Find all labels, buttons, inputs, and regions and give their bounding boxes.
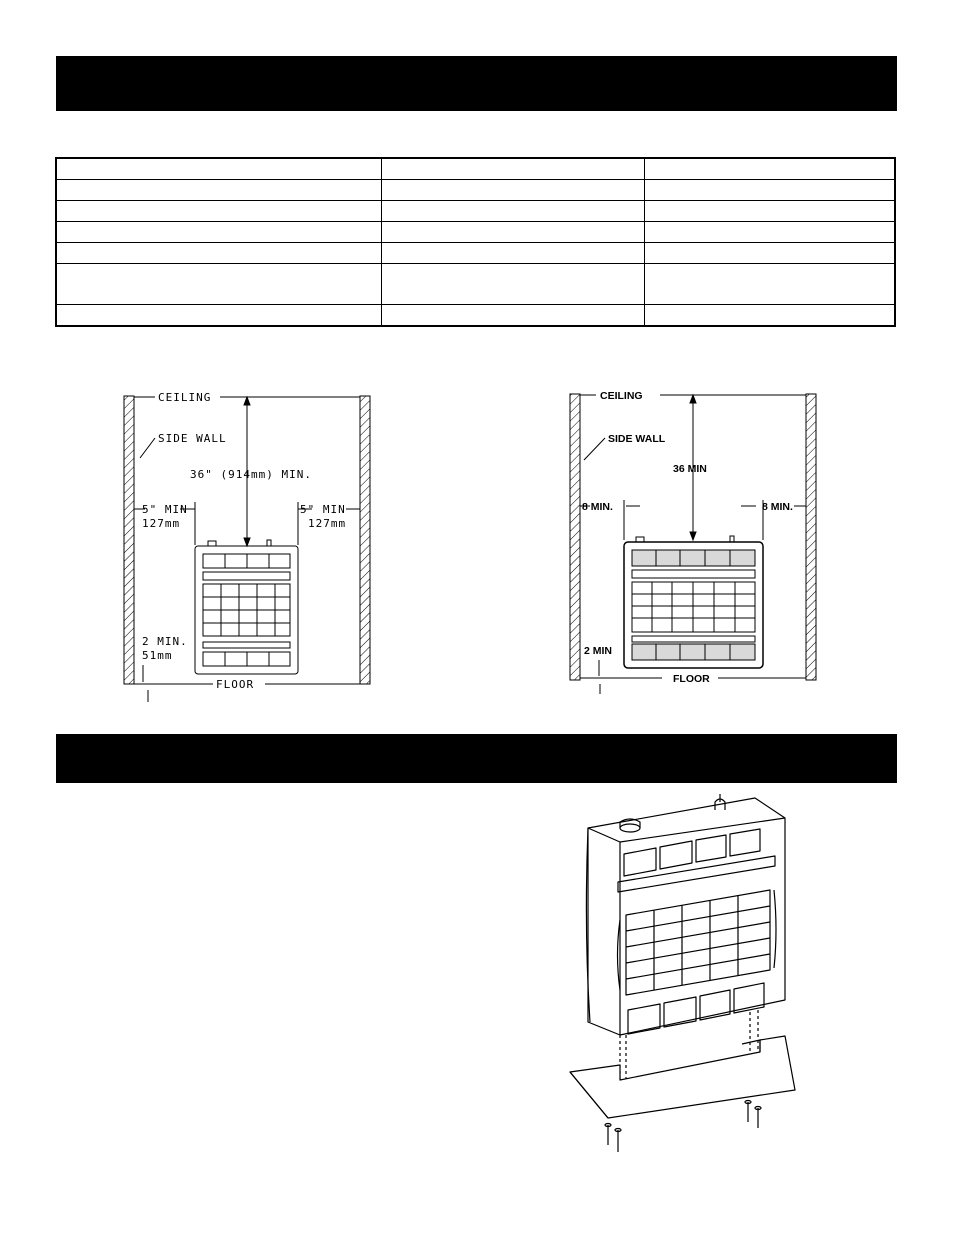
table-row (56, 201, 895, 222)
side-wall-left-hatch (124, 396, 134, 684)
side-wall-label: SIDE WALL (608, 433, 666, 445)
side-wall-right-hatch (806, 394, 816, 680)
top-clearance-label: 36" (914mm) MIN. (190, 468, 312, 481)
table-row (56, 180, 895, 201)
heater-base-assembly-illustration (560, 790, 810, 1160)
right-clearance-label: 8 MIN. (762, 501, 793, 513)
floor-clearance-mm-label: 51mm (142, 649, 173, 662)
heater-front-view (195, 540, 298, 674)
table-row (56, 264, 895, 305)
heater-front-view (624, 536, 763, 668)
ceiling-label: CEILING (158, 391, 212, 404)
table-row (56, 243, 895, 264)
section-header-bar (56, 56, 897, 111)
side-wall-left-hatch (570, 394, 580, 680)
heater-base (570, 1036, 795, 1118)
side-wall-right-hatch (360, 396, 370, 684)
top-clearance-label: 36 MIN (673, 463, 707, 475)
right-clearance-label: 5" MIN (300, 503, 346, 516)
left-clearance-mm-label: 127mm (142, 517, 181, 530)
floor-clearance-label: 2 MIN. (142, 635, 188, 648)
table-row (56, 305, 895, 327)
left-clearance-label: 5" MIN (142, 503, 188, 516)
specifications-table (55, 157, 896, 327)
table-row (56, 158, 895, 180)
floor-clearance-label: 2 MIN (584, 645, 613, 657)
ceiling-label: CEILING (600, 390, 643, 402)
floor-label: FLOOR (673, 673, 710, 685)
floor-label: FLOOR (216, 678, 255, 691)
section-header-bar (56, 734, 897, 783)
clearance-diagram-right (560, 380, 830, 710)
right-clearance-mm-label: 127mm (308, 517, 347, 530)
clearance-diagram-left (110, 380, 390, 710)
side-wall-label: SIDE WALL (158, 432, 227, 445)
table-row (56, 222, 895, 243)
left-clearance-label: 8 MIN. (582, 501, 613, 513)
